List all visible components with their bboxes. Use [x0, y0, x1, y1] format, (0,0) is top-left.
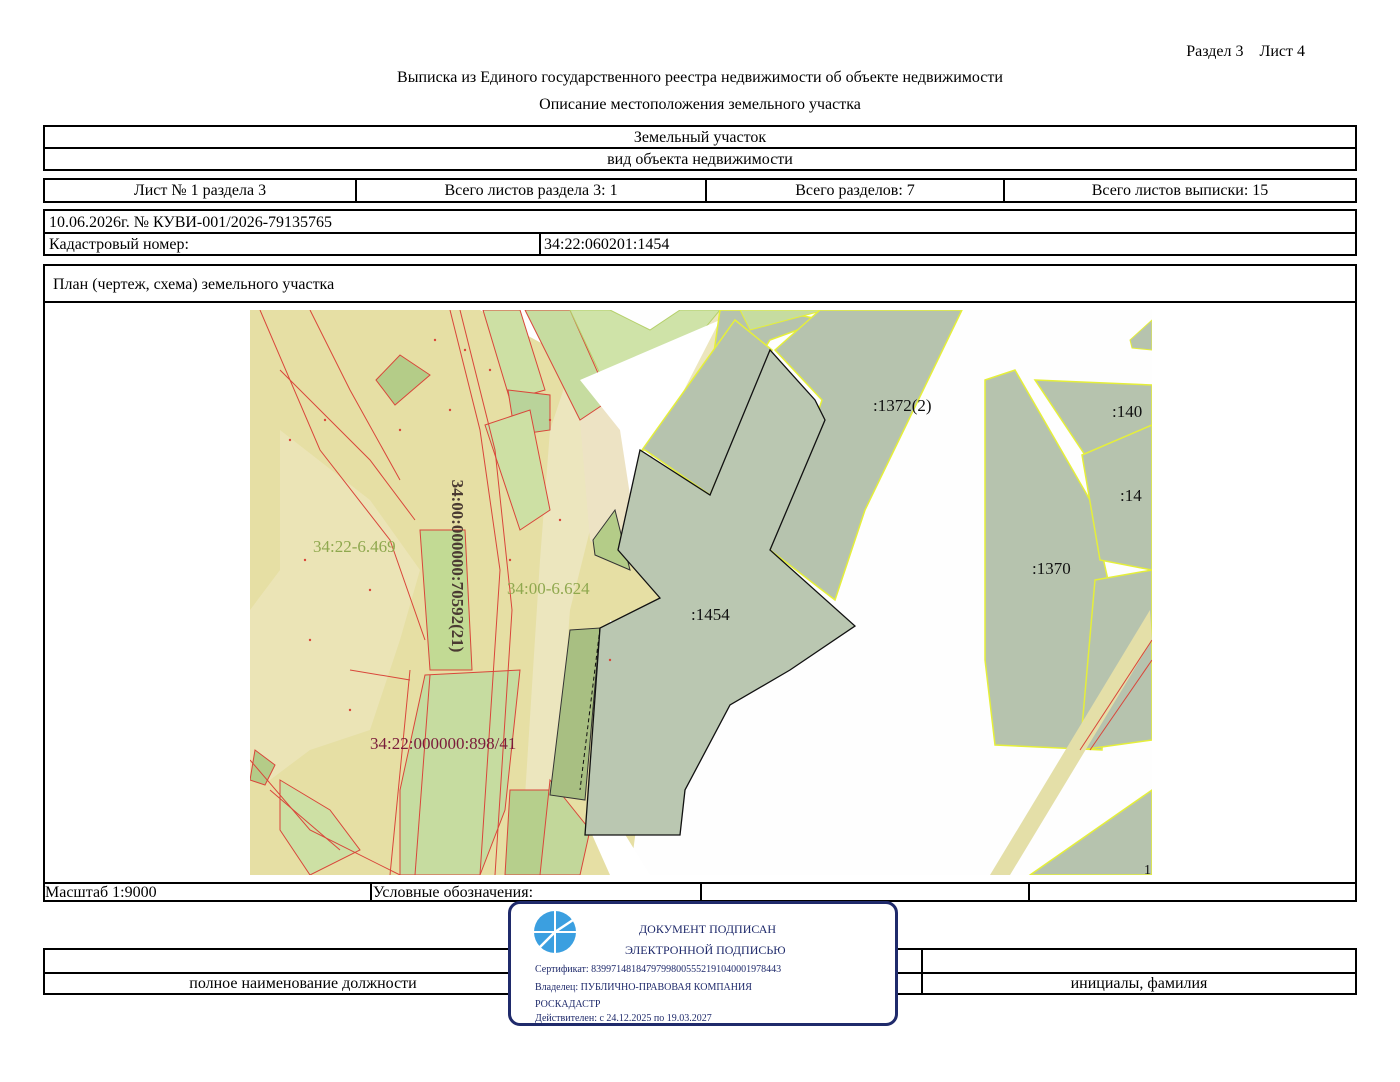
- position-caption: полное наименование должности: [189, 975, 417, 992]
- signature-caption: инициалы, фамилия: [1070, 975, 1208, 992]
- divider: [539, 233, 541, 254]
- stamp-line-2: ЭЛЕКТРОННОЙ ПОДПИСЬЮ: [625, 943, 786, 957]
- label-1372: :1372(2): [873, 396, 932, 415]
- stamp-owner-2: РОСКАДАСТР: [535, 999, 601, 1010]
- stamp-line-1: ДОКУМЕНТ ПОДПИСАН: [639, 922, 777, 936]
- object-type-caption: вид объекта недвижимости: [607, 151, 793, 168]
- label-1370: :1370: [1032, 559, 1071, 578]
- cadastral-map: [250, 310, 1152, 875]
- record-table: [43, 209, 1357, 256]
- cadastral-number: 34:22:060201:1454: [544, 236, 670, 253]
- divider: [700, 883, 702, 900]
- zone-label-2: 34:00-6.624: [507, 579, 590, 598]
- total-sections: Всего разделов: 7: [795, 182, 915, 199]
- parcel-label-vertical: 34:00:000000:70592(21): [448, 479, 467, 653]
- object-type-table: [43, 125, 1357, 171]
- record-date-number: 10.06.2026г. № КУВИ-001/2026-79135765: [49, 214, 333, 231]
- electronic-signature-stamp: [508, 901, 898, 1026]
- zone-label-1: 34:22-6.469: [313, 537, 396, 556]
- section-sheet-label: Раздел 3 Лист 4: [1186, 43, 1305, 60]
- scale-label: Масштаб 1:9000: [45, 884, 157, 901]
- stamp-certificate: Сертификат: 83997148184797998005552191040001978443: [535, 964, 782, 975]
- divider: [1028, 883, 1030, 900]
- divider: [45, 147, 1355, 149]
- label-14: :14: [1120, 486, 1142, 505]
- total-section-sheets: Всего листов раздела 3: 1: [444, 182, 618, 199]
- edge-label: 1: [1144, 863, 1151, 875]
- document-title: Выписка из Единого государственного реестра недвижимости об объекте недвижимости: [397, 69, 1003, 86]
- divider: [45, 301, 1355, 303]
- plan-title: План (чертеж, схема) земельного участка: [53, 276, 335, 293]
- parcel-label-898: 34:22:000000:898/41: [370, 734, 517, 753]
- total-extract-sheets: Всего листов выписки: 15: [1091, 182, 1269, 199]
- label-1454: :1454: [691, 605, 730, 624]
- sheet-number: Лист № 1 раздела 3: [133, 182, 267, 199]
- divider: [370, 883, 372, 900]
- neighbor-parcel: [1130, 320, 1152, 350]
- roskadastr-logo-icon: [533, 910, 577, 954]
- sheets-table: [43, 178, 1357, 203]
- document-subtitle: Описание местоположения земельного участка: [539, 96, 861, 113]
- divider: [45, 232, 1355, 234]
- legend-label: Условные обозначения:: [373, 884, 534, 901]
- label-140: :140: [1112, 402, 1143, 421]
- object-type: Земельный участок: [633, 129, 767, 146]
- cadastral-label: Кадастровый номер:: [49, 236, 189, 253]
- stamp-valid: Действителен: с 24.12.2025 по 19.03.2027: [535, 1013, 712, 1024]
- stamp-owner-1: Владелец: ПУБЛИЧНО-ПРАВОВАЯ КОМПАНИЯ: [535, 982, 752, 993]
- map-drawing: [250, 310, 1152, 875]
